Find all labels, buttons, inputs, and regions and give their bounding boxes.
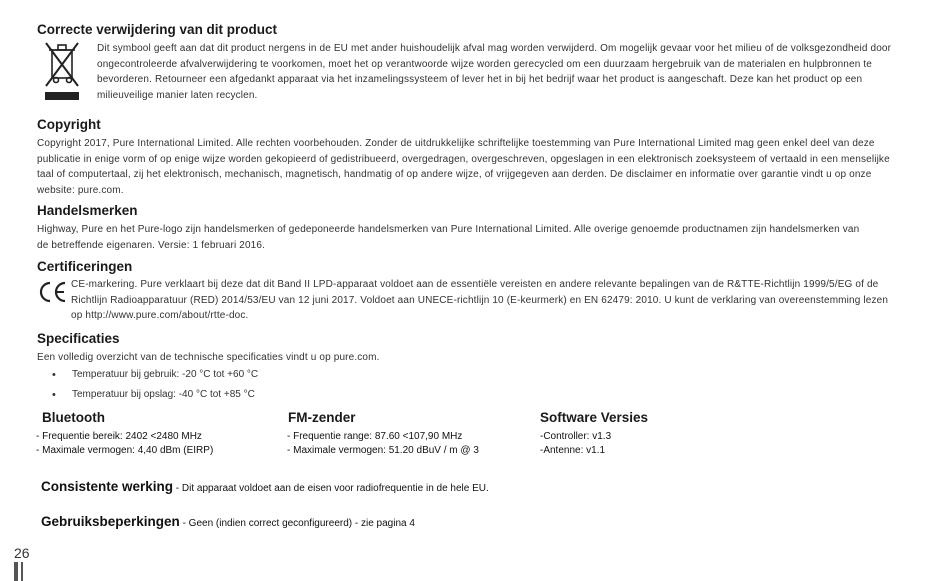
usage-restrictions [41, 513, 415, 531]
copyright-text: Copyright 2017, Pure International Limited. Alle rechten voorbehouden. Zonder de uitdrukkelijke schriftelijke toestemming van Pure International Limited mag geen enkel deel van deze publicatie in enige vorm of op enige wijze worden gekopieerd of gedistribueerd, overgedragen, overgeschreven, opgeslagen in een elektronisch zoeksysteem of vertaald in een menselijke taal of computertaal, zij het elektronisch, mechanisch, magnetisch, handmatig of op andere wijze, of vrijgegeven aan derden. De disclaimer en informatie over garantie vindt u op onze website: pure.com. [37, 138, 890, 196]
consistent-operation [41, 478, 489, 496]
list-item: • Temperatuur bij opslag: -40 °C tot +85 °C [72, 389, 255, 400]
disposal-heading: Correcte verwijdering van dit product [37, 22, 278, 37]
page-marker [14, 562, 18, 581]
specifications-intro: Een volledig overzicht van de technische specificaties vindt u op pure.com. [37, 352, 380, 363]
disposal-text: Dit symbool geeft aan dat dit product nergens in de EU met ander huishoudelijk afval mag worden verwijderd. Om mogelijk gevaar voor het milieu of de volksgezondheid door ongecontroleerde afvalverwijdering te voorkomen, moet het op verantwoorde wijze worden gerecycled om een duurzaam hergebruik van de materialen en hulpbronnen te bevorderen. Retourneer een afgedankt apparaat via het inzamelingssysteem of lever het in bij het bedrijf waar het product is aangeschaft. Deze kan het product op een milieuveilige manier laten recyclen. [97, 43, 892, 101]
software-line: -Antenne: v1.1 [540, 445, 606, 456]
copyright-heading: Copyright [37, 117, 101, 132]
consistent-heading: Consistente werking [41, 479, 174, 494]
bluetooth-heading: Bluetooth [42, 410, 105, 425]
certifications-text: CE-markering. Pure verklaart bij deze dat dit Band II LPD-apparaat voldoet aan de essentiële vereisten en andere relevante bepalingen van de R&TTE-Richtlijn 1999/5/EG of de Richtlijn Radioapparatuur (RED) 2014/53/EU van 12 juni 2017. Voldoet aan UNECE-richtlijn 10 (E-keurmerk) en EN 62479: 2010. U kunt de verklaring van overeenstemming lezen op http://www.pure.com/about/rtte-doc. [71, 279, 889, 321]
fm-line: - Maximale vermogen: 51.20 dBuV / m @ 3 [287, 445, 479, 456]
consistent-text: - Dit apparaat voldoet aan de eisen voor radiofrequentie in de hele EU. [173, 483, 489, 494]
page-marker [21, 562, 23, 581]
fm-line: - Frequentie range: 87.60 <107,90 MHz [287, 431, 463, 442]
bluetooth-line: - Maximale vermogen: 4,40 dBm (EIRP) [36, 445, 214, 456]
trademarks-heading: Handelsmerken [37, 203, 138, 218]
weee-bin-icon [42, 40, 82, 102]
bluetooth-line: - Frequentie bereik: 2402 <2480 MHz [36, 431, 202, 442]
certifications-heading: Certificeringen [37, 259, 133, 274]
restrictions-text: - Geen (indien correct geconfigureerd) - zie pagina 4 [179, 518, 415, 529]
restrictions-heading: Gebruiksbeperkingen [41, 514, 180, 529]
specifications-heading: Specificaties [37, 331, 120, 346]
list-item: • Temperatuur bij gebruik: -20 °C tot +60 °C [72, 369, 258, 380]
fm-heading: FM-zender [288, 410, 356, 425]
ce-mark-icon [38, 281, 68, 303]
software-line: -Controller: v1.3 [540, 431, 612, 442]
page-number: 26 [14, 545, 30, 561]
trademarks-text: Highway, Pure en het Pure-logo zijn handelsmerken of gedeponeerde handelsmerken van Pure International Limited. Alle overige genoemde productnamen zijn handelsmerken van de betreffende eigenaren. Versie: 1 februari 2016. [37, 224, 860, 251]
software-heading: Software Versies [540, 410, 649, 425]
